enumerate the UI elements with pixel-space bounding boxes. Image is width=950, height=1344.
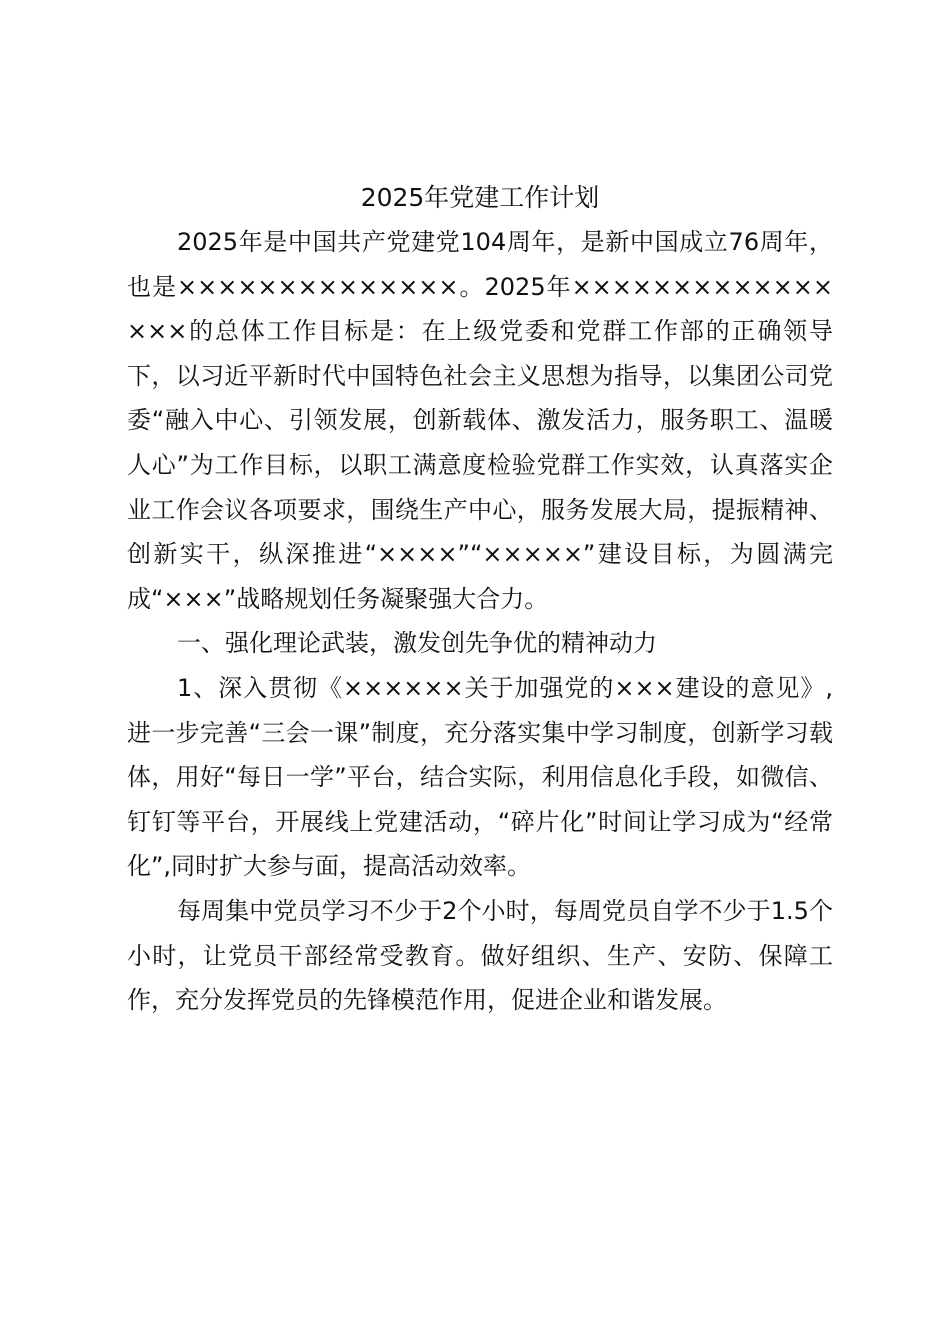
section-1-item-1: 1、深入贯彻《××××××关于加强党的×××建设的意见》,进一步完善“三会一课”制度，充分落实集中学习制度，创新学习载体，用好“每日一学”平台，结合实际，利用信息化手段，如微信、钉钉等平台，开展线上党建活动，“碎片化”时间让学习成为“经常化”,同时扩大参与面，提高活动效率。 (127, 673, 833, 881)
document-body (127, 176, 833, 1023)
section-1-heading: 一、强化理论武装，激发创先争优的精神动力 (177, 629, 657, 658)
document-title: 2025年党建工作计划 (360, 183, 600, 212)
intro-paragraph: 2025年是中国共产党建党104周年，是新中国成立76周年，也是××××××××××××××。2025年××××××××××××××××的总体工作目标是：在上级党委和党群工作部的正确领导下，以习近平新时代中国特色社会主义思想为指导，以集团公司党委“融入中心、引领发展，创新载体、激发活力，服务职工、温暖人心”为工作目标，以职工满意度检验党群工作实效，认真落实企业工作会议各项要求，围绕生产中心，服务发展大局，提振精神、创新实干，纵深推进“××××”“×××××”建设目标，为圆满完成“×××”战略规划任务凝聚强大合力。 (127, 228, 833, 613)
section-1-item-1-continued: 每周集中党员学习不少于2个小时，每周党员自学不少于1.5个小时，让党员干部经常受教育。做好组织、生产、安防、保障工作，充分发挥党员的先锋模范作用，促进企业和谐发展。 (127, 896, 833, 1015)
